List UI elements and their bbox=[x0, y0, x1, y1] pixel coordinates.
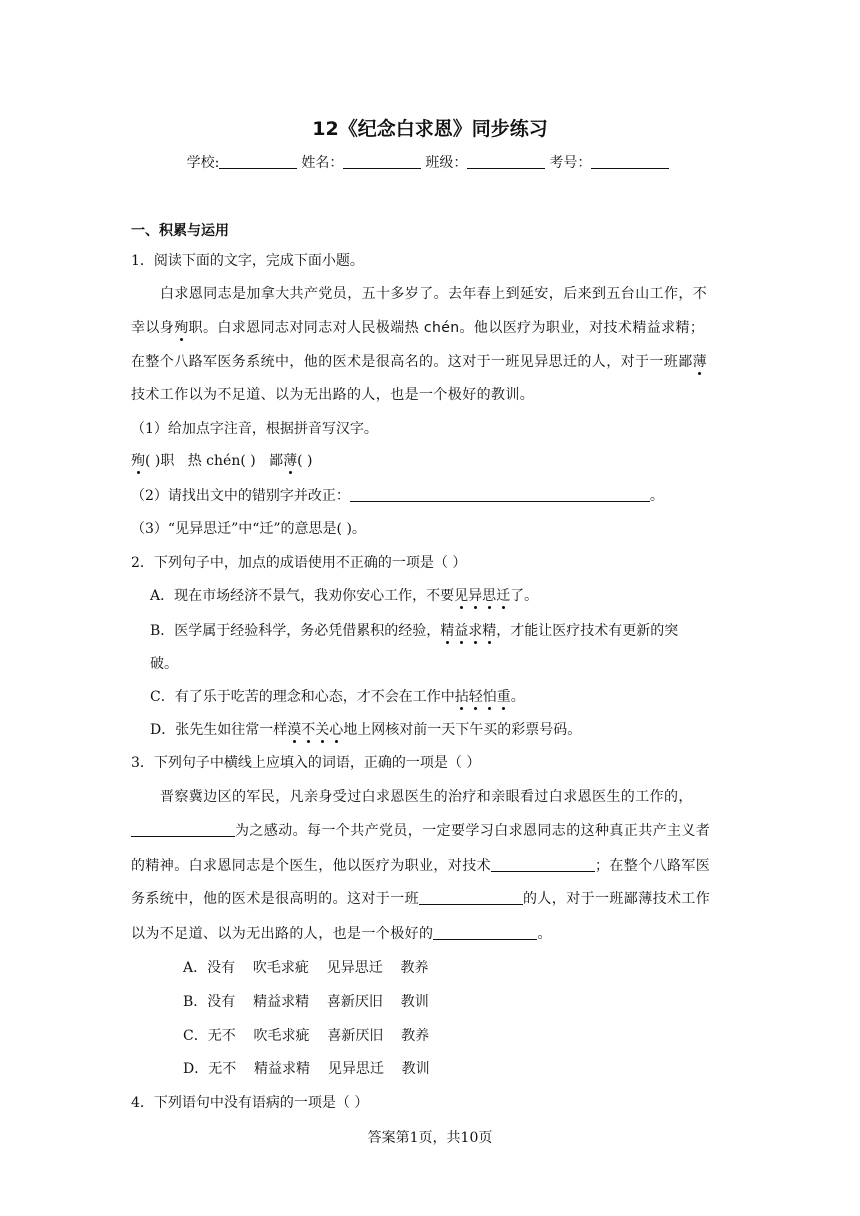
dotted-char: 薄 bbox=[283, 453, 298, 469]
page-footer: 答案第1页，共10页 bbox=[367, 1130, 493, 1146]
school-label: 学校: bbox=[186, 155, 220, 171]
q3-option-a: A．没有 吹毛求疵 见异思迁 教养 bbox=[183, 960, 429, 976]
section-heading: 一、积累与运用 bbox=[131, 223, 229, 239]
q2-option-b: B．医学属于经验科学，务必凭借累积的经验，精益求精，才能让医疗技术有更新的突 bbox=[150, 623, 679, 639]
name-blank[interactable] bbox=[343, 154, 421, 169]
fill-blank-4[interactable] bbox=[433, 925, 537, 940]
q3-passage-line-2: 为之感动。每一个共产党员，一定要学习白求恩同志的这种真正共产主义者 bbox=[131, 820, 710, 840]
q1-passage-line-3: 在整个八路军医务系统中，他的医术是很高名的。这对于一班见异思迁的人，对于一班鄙薄 bbox=[131, 354, 708, 370]
q1-sub1-items: 殉( )职 热 chén( ) 鄙薄( ) bbox=[131, 453, 313, 469]
class-label: 班级： bbox=[425, 155, 468, 171]
q2-stem: 2．下列句子中，加点的成语使用不正确的一项是（ ） bbox=[131, 555, 467, 571]
class-blank[interactable] bbox=[467, 154, 545, 169]
q1-sub3: （3）“见异思迁”中“迁”的意思是( )。 bbox=[131, 521, 366, 537]
q3-passage-line-1: 晋察冀边区的军民，凡亲身受过白求恩医生的治疗和亲眼看过白求恩医生的工作的， bbox=[160, 789, 693, 805]
q3-passage-line-5: 以为不足道、以为无出路的人，也是一个极好的 。 bbox=[131, 926, 552, 942]
q2-option-a: A．现在市场经济不景气，我劝你安心工作，不要见异思迁了。 bbox=[150, 588, 539, 604]
fill-blank-2[interactable] bbox=[491, 857, 595, 872]
school-blank[interactable] bbox=[219, 154, 297, 169]
q1-sub2: （2）请找出文中的错别字并改正： 。 bbox=[131, 488, 664, 504]
q1-sub1: （1）给加点字注音，根据拼音写汉字。 bbox=[131, 421, 378, 437]
q3-option-b: B．没有 精益求精 喜新厌旧 教训 bbox=[183, 994, 429, 1010]
q3-passage-line-4: 务系统中，他的医术是很高明的。这对于一班 的人，对于一班鄙薄技术工作 bbox=[131, 891, 711, 907]
dotted-char: 殉 bbox=[174, 320, 189, 336]
fill-blank-3[interactable] bbox=[419, 890, 523, 905]
q3-option-c: C．无不 吹毛求疵 喜新厌旧 教养 bbox=[183, 1028, 430, 1044]
q1-passage-line-4: 技术工作以为不足道、以为无出路的人，也是一个极好的教训。 bbox=[131, 387, 535, 403]
q3-option-d: D．无不 精益求精 见异思迁 教训 bbox=[183, 1061, 430, 1077]
q2-option-d: D．张先生如往常一样漠不关心地上网核对前一天下午买的彩票号码。 bbox=[150, 722, 582, 738]
q3-stem: 3．下列句子中横线上应填入的词语，正确的一项是（ ） bbox=[131, 755, 481, 771]
student-info-row bbox=[0, 152, 860, 172]
q1-passage-line-2: 幸以身殉职。白求恩同志对同志对人民极端热 chén。他以医疗为职业，对技术精益求精； bbox=[131, 320, 705, 336]
q1-passage-line-1: 白求恩同志是加拿大共产党员，五十多岁了。去年春上到延安，后来到五台山工作，不 bbox=[160, 286, 708, 302]
q2-option-b-cont: 破。 bbox=[150, 656, 178, 672]
q1-stem: 1．阅读下面的文字，完成下面小题。 bbox=[131, 253, 364, 269]
q3-passage-line-3: 的精神。白求恩同志是个医生，他以医疗为职业，对技术 ；在整个八路军医 bbox=[131, 858, 711, 874]
q4-stem: 4．下列语句中没有语病的一项是（ ） bbox=[131, 1095, 369, 1111]
fill-blank-1[interactable] bbox=[131, 822, 235, 837]
q2-option-c: C．有了乐于吃苦的理念和心态，才不会在工作中拈轻怕重。 bbox=[150, 689, 525, 705]
dotted-char: 殉 bbox=[131, 453, 145, 469]
exam-no-label: 考号： bbox=[549, 155, 592, 171]
document-title: 12《纪念白求恩》同步练习 bbox=[312, 118, 548, 140]
name-label: 姓名： bbox=[301, 155, 344, 171]
dotted-char: 薄 bbox=[692, 354, 708, 370]
exam-no-blank[interactable] bbox=[591, 154, 669, 169]
answer-blank[interactable] bbox=[350, 487, 650, 502]
